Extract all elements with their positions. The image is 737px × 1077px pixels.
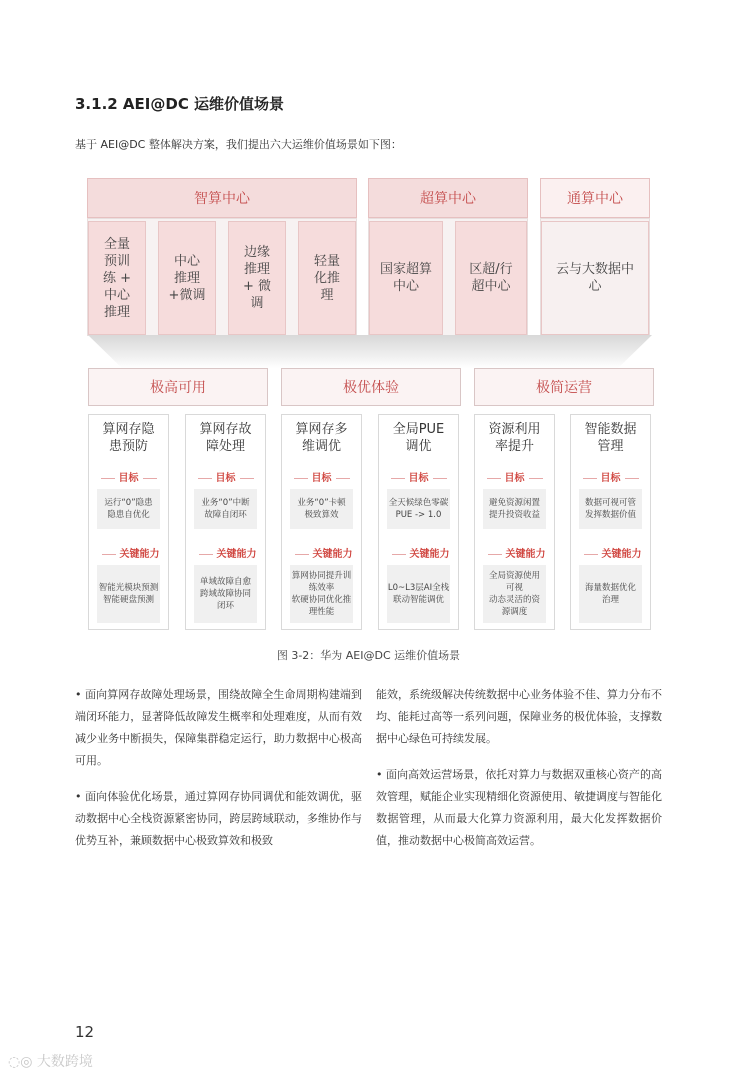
right-column xyxy=(376,684,662,866)
goal-header-high-availability: 极高可用 xyxy=(88,368,268,406)
figure-caption: 图 3-2：华为 AEI@DC 运维价值场景 xyxy=(276,649,461,662)
scenario-card xyxy=(185,414,266,630)
scenario-box: 区超/行 超中心 xyxy=(455,221,527,335)
goal-box: 避免资源闲置 提升投资收益 xyxy=(483,489,546,529)
scenario-box: 边缘 推理 + 微 调 xyxy=(228,221,286,335)
capability-label: 关键能力 xyxy=(379,545,458,571)
capability-label: 关键能力 xyxy=(89,545,168,571)
capability-label: 关键能力 xyxy=(282,545,361,571)
scenario-box: 云与大数据中 心 xyxy=(541,221,649,335)
goal-label: 目标 xyxy=(379,469,458,484)
scenario-box: 全量 预训 练 + 中心 推理 xyxy=(88,221,146,335)
card-title: 资源利用 率提升 xyxy=(488,422,541,454)
paragraph: • 面向高效运营场景，依托对算力与数据双重核心资产的高效管理，赋能企业实现精细化资源使用、敏捷调度与智能化数据管理，从而最大化算力资源利用，最大化发挥数据价值，推动数据中心极简高效运营。 xyxy=(376,768,662,847)
card-title: 全局PUE 调优 xyxy=(392,422,445,454)
goal-label: 目标 xyxy=(89,469,168,484)
goal-label: 目标 xyxy=(571,469,650,484)
paragraph: • 面向算网存故障处理场景，围绕故障全生命周期构建端到端闭环能力，显著降低故障发生概率和处理难度，从而有效减少业务中断损失，保障集群稳定运行，助力数据中心极高可用。 xyxy=(75,688,362,767)
category-header-smart-computing: 智算中心 xyxy=(87,178,357,218)
goal-box: 业务“0”中断 故障自闭环 xyxy=(194,489,257,529)
category-header-supercomputing: 超算中心 xyxy=(368,178,528,218)
capability-box: 全局资源使用 可视 动态灵活的资 源调度 xyxy=(483,565,546,623)
left-column xyxy=(75,684,362,866)
capability-label: 关键能力 xyxy=(186,545,265,571)
goal-label: 目标 xyxy=(282,469,361,484)
goal-box: 业务“0”卡顿 极致算效 xyxy=(290,489,353,529)
capability-label: 关键能力 xyxy=(571,545,650,571)
goal-box: 全天候绿色零碳 PUE -> 1.0 xyxy=(387,489,450,529)
section-title: 3.1.2 AEI@DC 运维价值场景 xyxy=(75,95,285,113)
category-header-general-computing: 通算中心 xyxy=(540,178,650,218)
intro-text: 基于 AEI@DC 整体解决方案，我们提出六大运维价值场景如下图： xyxy=(75,138,402,151)
goal-header-operations: 极简运营 xyxy=(474,368,654,406)
goal-box: 数据可视可管 发挥数据价值 xyxy=(579,489,642,529)
goal-header-experience: 极优体验 xyxy=(281,368,461,406)
paragraph: • 面向体验优化场景，通过算网存协同调优和能效调优，驱动数据中心全栈资源紧密协同，跨层跨域联动，多维协作与优势互补，兼顾数据中心极致算效和极致 xyxy=(75,790,362,847)
capability-box: L0~L3层AI全栈 联动智能调优 xyxy=(387,565,450,623)
card-title: 算网存故 障处理 xyxy=(199,422,252,454)
paragraph: 能效，系统级解决传统数据中心业务体验不佳、算力分布不均、能耗过高等一系列问题，保障业务的极优体验，支撑数据中心绿色可持续发展。 xyxy=(376,688,662,745)
scenario-card xyxy=(281,414,362,630)
scenario-box: 轻量 化推 理 xyxy=(298,221,356,335)
capability-box: 算网协同提升训 练效率 软硬协同优化推 理性能 xyxy=(290,565,353,623)
scenario-box: 中心 推理 +微调 xyxy=(158,221,216,335)
card-title: 算网存多 维调优 xyxy=(295,422,348,454)
scenario-card xyxy=(88,414,169,630)
watermark-logo-icon: ◌◎ xyxy=(8,1054,37,1070)
goal-box: 运行“0”隐患 隐患自优化 xyxy=(97,489,160,529)
capability-label: 关键能力 xyxy=(475,545,554,571)
page-number: 12 xyxy=(75,1023,95,1041)
scenario-card xyxy=(570,414,651,630)
capability-box: 海量数据优化 治理 xyxy=(579,565,642,623)
card-title: 智能数据 管理 xyxy=(584,422,637,454)
scenario-box: 国家超算 中心 xyxy=(369,221,443,335)
goal-label: 目标 xyxy=(186,469,265,484)
watermark: ◌◎ 大数跨境 xyxy=(8,1054,93,1070)
funnel-shadow xyxy=(88,335,652,368)
capability-box: 单域故障自愈 跨域故障协同 闭环 xyxy=(194,565,257,623)
scenario-card xyxy=(474,414,555,630)
card-title: 算网存隐 患预防 xyxy=(102,422,155,454)
capability-box: 智能光模块预测 智能硬盘预测 xyxy=(97,565,160,623)
scenario-card xyxy=(378,414,459,630)
goal-label: 目标 xyxy=(475,469,554,484)
